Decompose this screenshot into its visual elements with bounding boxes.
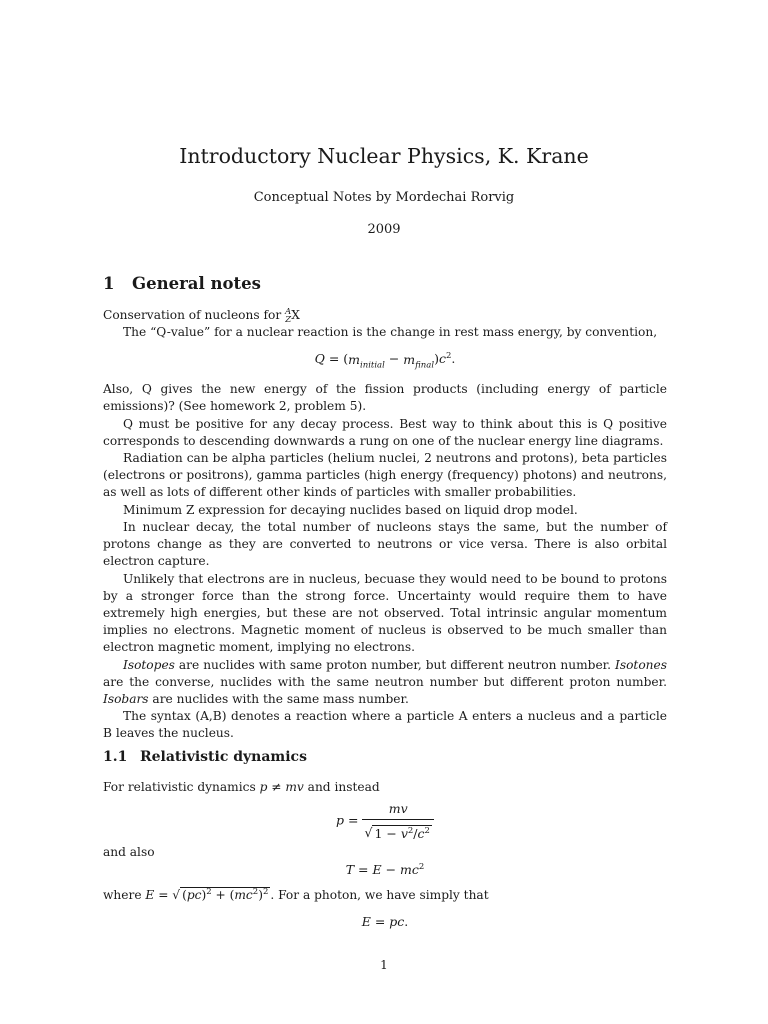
paragraph-isotopes: Isotopes are nuclides with same proton number, but different neutron number. Isotones are the converse, nuclides with the same neutron number but different proton number. Isobars are nuclides with the same mass number. [103, 657, 667, 706]
relativistic-intro: For relativistic dynamics p ≠ mv and instead [103, 780, 380, 794]
photon-energy-equation: E = pc. [361, 913, 409, 929]
conservation-line: Conservation of nucleons for A Z X [103, 306, 300, 325]
author-line: Conceptual Notes by Mordechai Rorvig [253, 190, 515, 205]
paragraph-also: Also, Q gives the new energy of the fission products (including energy of particle emissions)? (See homework 2, problem 5). [103, 382, 667, 414]
q-value-equation: $Q = (m_{initial} - m_{final})c^2$. [314, 351, 456, 371]
paragraph-unlikely-electrons: Unlikely that electrons are in nucleus, becuase they would need to be bound to protons by a stronger force than the strong force. Uncertainty would require them to have extremely high energies, but these are not observed. Total intrinsic angular momentum implies no electrons. Magnetic moment of nucleus is observed to be much smaller than electron magnetic moment, implying no electrons. [103, 571, 667, 655]
section-number: 1 [103, 274, 115, 293]
momentum-equation: p = $\frac{mv}{√ 1 - v^2/c^2}$ [103, 800, 667, 842]
section-title: General notes [132, 274, 261, 293]
energy-relation-text: where E = √ $(pc)^2 + (mc^2)^2$ . For a photon, we have simply that [103, 887, 489, 903]
section-1-1-body [103, 779, 667, 930]
and-also-text: and also [103, 844, 155, 859]
paragraph-minimum-z: Minimum Z expression for decaying nuclides based on liquid drop model. [123, 502, 578, 517]
section-1-body [103, 307, 667, 743]
paragraph-nuclear-decay: In nuclear decay, the total number of nucleons stays the same, but the number of protons change as they are converted to neutrons or vice versa. There is also orbital electron capture. [103, 519, 667, 569]
subsection-number: 1.1 [103, 749, 128, 765]
page-number: 1 [380, 958, 388, 972]
subsection-heading-relativistic-dynamics [103, 749, 307, 765]
qvalue-paragraph: The “Q-value” for a nuclear reaction is the change in rest mass energy, by convention, [123, 325, 658, 340]
section-heading-general-notes [103, 274, 261, 293]
date-line: 2009 [367, 222, 401, 237]
paragraph-syntax: The syntax (A,B) denotes a reaction where a particle A enters a nucleus and a particle B leaves the nucleus. [103, 709, 667, 741]
subsection-title: Relativistic dynamics [140, 749, 307, 765]
paragraph-q-positive: Q must be positive for any decay process. Best way to think about this is Q positive corresponds to descending downwards a rung on one of the nuclear energy line diagrams. [103, 416, 667, 448]
paragraph-radiation: Radiation can be alpha particles (helium nuclei, 2 neutrons and protons), beta particles (electrons or positrons), gamma particles (high energy (frequency) photons) and neutrons, as well as lots of different other kinds of particles with smaller probabilities. [103, 451, 667, 500]
kinetic-energy-equation: $T = E - mc^2$ [345, 861, 425, 878]
document-title: Introductory Nuclear Physics, K. Krane [179, 144, 589, 168]
